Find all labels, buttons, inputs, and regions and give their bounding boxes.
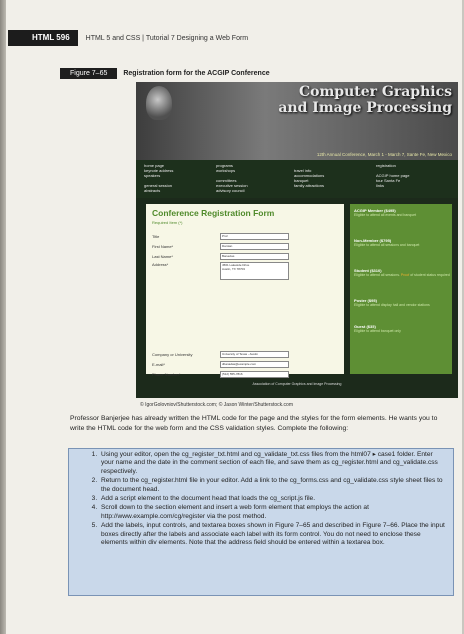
- page-header: [8, 30, 248, 46]
- nav-link[interactable]: committees: [216, 178, 237, 183]
- category-heading: Guest ($35): [354, 324, 376, 329]
- field-label: Company or University: [152, 351, 193, 357]
- nav-column-3: [294, 168, 324, 188]
- screenshot-footer: Association of Computer Graphics and Image Processing: [252, 382, 342, 386]
- nav-link[interactable]: speakers: [144, 173, 161, 178]
- title-input[interactable]: Prof.: [220, 233, 289, 240]
- step-item: 5. Add the labels, input controls, and textarea boxes shown in Figure 7–65 and described in Figure 7–66. Place the input boxes directly after the labels and associate each label with its form control. You do not need to enclose these elements within div elements. Note that the address field should be entered within a textarea box.: [99, 522, 447, 547]
- form-required-note: Required Item (*): [152, 220, 183, 225]
- company-input[interactable]: University of Texas - Austin: [220, 351, 289, 358]
- banner-title-line1: Computer Graphics: [299, 84, 452, 100]
- running-head: HTML 5 and CSS | Tutorial 7 Designing a Web Form: [85, 34, 249, 42]
- form-row-last-name: [152, 252, 289, 260]
- category-item: [354, 298, 450, 308]
- nav-link[interactable]: travel info: [294, 168, 312, 173]
- nav-link[interactable]: family attractions: [294, 183, 325, 188]
- category-description-text: Eligible to attend all sessions.: [354, 273, 400, 277]
- intro-paragraph: Professor Banjerjee has already written the HTML code for the page and the styles for the form elements. He wants you to write the HTML code for the web form and the CSS validation styles. Complete the following:: [70, 415, 438, 432]
- figure-caption-row: [60, 68, 270, 79]
- category-item: [354, 238, 450, 248]
- nav-column-2: [216, 163, 248, 193]
- category-description: Eligible to attend banquet only: [354, 329, 401, 333]
- first-name-input[interactable]: Damian: [220, 243, 289, 250]
- nav-column-1: [144, 163, 173, 193]
- category-heading: ACGIP Member ($495): [354, 208, 396, 213]
- form-row-address: [152, 262, 289, 282]
- email-input[interactable]: dbanadas@example.com: [220, 361, 289, 368]
- nav-link[interactable]: workshops: [216, 168, 236, 173]
- category-description-text: of student status required: [410, 273, 450, 277]
- category-description: Eligible to attend all sessions and banquet: [354, 243, 420, 247]
- nav-link[interactable]: tour Santa Fe: [376, 178, 401, 183]
- registration-categories-panel: [350, 204, 452, 374]
- category-item: [354, 324, 450, 334]
- field-label: Phone Number*: [152, 371, 181, 377]
- field-label: Title: [152, 233, 160, 239]
- category-heading: Poster ($95): [354, 298, 377, 303]
- form-row-company: [152, 350, 289, 358]
- field-label: E-mail*: [152, 361, 165, 367]
- photo-credit: © IgorGolovniov/Shutterstock.com; © Jason Winter/Shutterstock.com: [140, 402, 293, 408]
- steps-list: [69, 451, 453, 547]
- step-item: 4. Scroll down to the section element and insert a web form element that employs the action at http://www.example.com/cg/register via the post method.: [99, 504, 447, 521]
- nav-link[interactable]: general session: [144, 183, 173, 188]
- nav-link[interactable]: accommodations: [294, 173, 325, 178]
- category-description: Eligible to attend display hall and vendor stations: [354, 303, 430, 307]
- figure-screenshot: [136, 82, 458, 398]
- step-item: 1. Using your editor, open the cg_register_txt.html and cg_validate_txt.css files from the html07 ▸ case1 folder. Enter your name and the date in the comment section of each file, and save them as cg_register.html and cg_validate.css respectively.: [99, 451, 447, 476]
- step-item: 3. Add a script element to the document head that loads the cg_script.js file.: [99, 495, 447, 503]
- nav-link[interactable]: links: [376, 183, 385, 188]
- category-description: [354, 273, 450, 278]
- nav-link[interactable]: abstracts: [144, 188, 161, 193]
- banner-title-line2: and Image Processing: [278, 100, 452, 116]
- field-label: Address*: [152, 262, 169, 267]
- nav-link[interactable]: ACGIP home page: [376, 173, 410, 178]
- figure-label: Figure 7–65: [60, 68, 117, 79]
- steps-box: [68, 448, 454, 596]
- banner-portrait: [146, 86, 172, 120]
- page-number-badge: HTML 596: [8, 30, 78, 46]
- figure-caption: Registration form for the ACGIP Conference: [123, 70, 270, 77]
- category-heading: Student ($310): [354, 268, 382, 273]
- form-row-title: [152, 232, 289, 240]
- address-textarea[interactable]: 4561 Lakeside Drive Austin, TX 78703: [220, 262, 289, 280]
- nav-link[interactable]: keynote address: [144, 168, 174, 173]
- nav-link[interactable]: banquet: [294, 178, 309, 183]
- field-label: Last Name*: [152, 253, 173, 259]
- form-title: Conference Registration Form: [152, 208, 275, 218]
- form-row-phone: [152, 370, 289, 378]
- nav-link[interactable]: home page: [144, 163, 165, 168]
- highlighted-word: Proof: [400, 273, 410, 277]
- form-row-email: [152, 360, 289, 368]
- conference-banner: [136, 82, 458, 160]
- form-row-first-name: [152, 242, 289, 250]
- registration-form: [146, 204, 344, 377]
- nav-link[interactable]: advisory council: [216, 188, 245, 193]
- nav-link[interactable]: executive session: [216, 183, 248, 188]
- nav-link[interactable]: programs: [216, 163, 233, 168]
- step-item: 2. Return to the cg_register.html file in your editor. Add a link to the cg_forms.css and cg_validate.css style sheet files to the document head.: [99, 477, 447, 494]
- category-item: [354, 268, 450, 278]
- phone-input[interactable]: (512) 555-7816: [220, 371, 289, 378]
- last-name-input[interactable]: Banavias: [220, 253, 289, 260]
- category-heading: Non-Member ($795): [354, 238, 392, 243]
- category-description: Eligible to attend all events and banquet: [354, 213, 417, 217]
- nav-column-4: [376, 163, 410, 188]
- field-label: First Name*: [152, 243, 174, 249]
- nav-link[interactable]: registration: [376, 163, 396, 168]
- conference-nav: [136, 160, 458, 198]
- banner-subtitle: 12th Annual Conference, March 1 - March 7, Sante Fe, New Mexico: [316, 152, 452, 157]
- category-item: [354, 208, 450, 218]
- textbook-page: [6, 0, 462, 634]
